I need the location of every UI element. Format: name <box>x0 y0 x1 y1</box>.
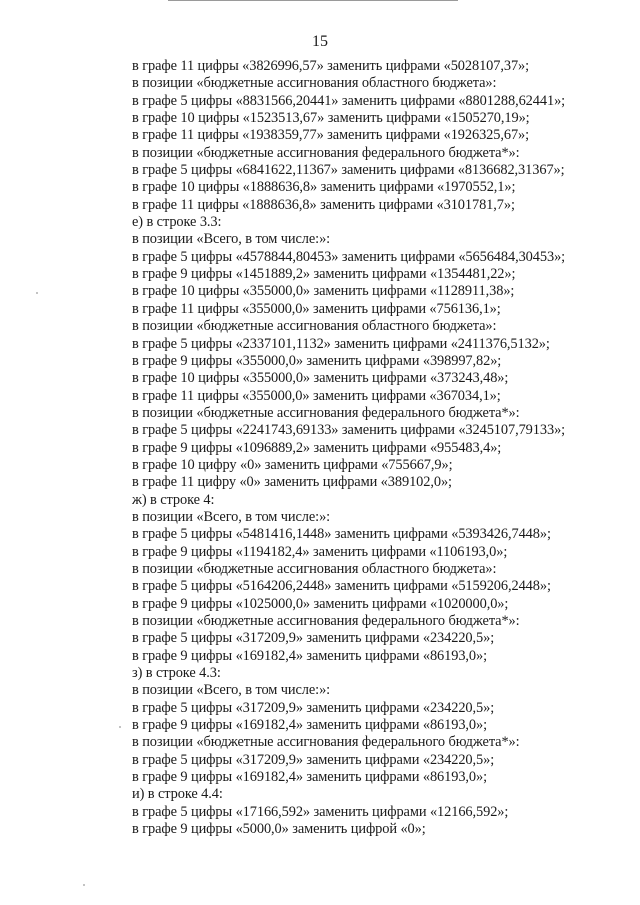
amendment-line: в графе 10 цифры «1523513,67» заменить цифрами «1505270,19»; <box>132 110 530 127</box>
scan-speck <box>36 292 38 294</box>
amendment-line: в графе 5 цифры «17166,592» заменить цифрами «12166,592»; <box>132 803 509 820</box>
amendment-line: в графе 9 цифры «5000,0» заменить цифрой «0»; <box>132 821 426 838</box>
amendment-line: в позиции «Всего, в том числе:»: <box>132 508 331 525</box>
amendment-line: в графе 9 цифры «1025000,0» заменить цифрами «1020000,0»; <box>132 595 509 612</box>
amendment-line: з) в строке 4.3: <box>132 665 221 682</box>
amendment-line: в графе 9 цифры «1096889,2» заменить цифрами «955483,4»; <box>132 439 502 456</box>
amendment-line: в графе 9 цифры «169182,4» заменить цифрами «86193,0»; <box>132 769 488 786</box>
amendment-line: в графе 5 цифры «5481416,1448» заменить цифрами «5393426,7448»; <box>132 526 551 543</box>
page-number: 15 <box>312 33 328 50</box>
amendment-line: в позиции «бюджетные ассигнования федерального бюджета*»: <box>132 144 520 161</box>
amendment-line: в графе 5 цифры «4578844,80453» заменить цифрами «5656484,30453»; <box>132 248 566 265</box>
amendment-line: в графе 10 цифры «355000,0» заменить цифрами «1128911,38»; <box>132 283 515 300</box>
amendment-line: в графе 10 цифры «355000,0» заменить цифрами «373243,48»; <box>132 370 509 387</box>
top-edge-rule <box>168 0 458 1</box>
amendment-line: в графе 9 цифры «169182,4» заменить цифрами «86193,0»; <box>132 717 488 734</box>
amendment-line: в графе 11 цифры «1938359,77» заменить цифрами «1926325,67»; <box>132 127 530 144</box>
amendment-line: в графе 9 цифры «1451889,2» заменить цифрами «1354481,22»; <box>132 266 516 283</box>
amendment-line: в позиции «бюджетные ассигнования областного бюджета»: <box>132 75 497 92</box>
amendment-line: ж) в строке 4: <box>132 491 215 508</box>
amendment-line: в графе 5 цифры «317209,9» заменить цифрами «234220,5»; <box>132 630 495 647</box>
amendment-line: в графе 9 цифры «169182,4» заменить цифрами «86193,0»; <box>132 647 488 664</box>
amendment-line: в позиции «бюджетные ассигнования областного бюджета»: <box>132 560 497 577</box>
amendment-line: в графе 10 цифры «1888636,8» заменить цифрами «1970552,1»; <box>132 179 516 196</box>
amendment-line: в позиции «бюджетные ассигнования федерального бюджета*»: <box>132 404 520 421</box>
amendment-line: в графе 9 цифры «355000,0» заменить цифрами «398997,82»; <box>132 352 502 369</box>
scan-speck <box>119 726 121 728</box>
amendment-line: в графе 10 цифру «0» заменить цифрами «755667,9»; <box>132 456 453 473</box>
scan-speck <box>83 884 85 886</box>
amendment-lines <box>132 58 632 838</box>
amendment-line: в позиции «Всего, в том числе:»: <box>132 231 331 248</box>
amendment-line: в графе 11 цифру «0» заменить цифрами «389102,0»; <box>132 474 452 491</box>
amendment-line: е) в строке 3.3: <box>132 214 222 231</box>
amendment-line: в графе 5 цифры «5164206,2448» заменить цифрами «5159206,2448»; <box>132 578 551 595</box>
amendment-line: в графе 11 цифры «355000,0» заменить цифрами «756136,1»; <box>132 300 501 317</box>
amendment-line: в графе 5 цифры «6841622,11367» заменить цифрами «8136682,31367»; <box>132 162 565 179</box>
amendment-line: в позиции «бюджетные ассигнования областного бюджета»: <box>132 318 497 335</box>
amendment-line: в графе 11 цифры «3826996,57» заменить цифрами «5028107,37»; <box>132 58 530 74</box>
amendment-line: в позиции «бюджетные ассигнования федерального бюджета*»: <box>132 613 520 629</box>
amendment-line: в графе 9 цифры «1194182,4» заменить цифрами «1106193,0»; <box>132 543 508 560</box>
amendment-line: в графе 5 цифры «2337101,1132» заменить цифрами «2411376,5132»; <box>132 335 550 352</box>
amendment-line: в графе 5 цифры «317209,9» заменить цифрами «234220,5»; <box>132 751 495 768</box>
amendment-line: в графе 5 цифры «2241743,69133» заменить цифрами «3245107,79133»; <box>132 422 566 439</box>
amendment-line: и) в строке 4.4: <box>132 786 223 803</box>
amendment-line: в графе 5 цифры «317209,9» заменить цифрами «234220,5»; <box>132 699 495 716</box>
amendment-line: в графе 11 цифры «1888636,8» заменить цифрами «3101781,7»; <box>132 196 515 213</box>
amendment-line: в графе 5 цифры «8831566,20441» заменить цифрами «8801288,62441»; <box>132 92 566 109</box>
amendment-line: в графе 11 цифры «355000,0» заменить цифрами «367034,1»; <box>132 387 501 404</box>
amendment-line: в позиции «бюджетные ассигнования федерального бюджета*»: <box>132 734 520 751</box>
amendment-line: в позиции «Всего, в том числе:»: <box>132 682 331 699</box>
